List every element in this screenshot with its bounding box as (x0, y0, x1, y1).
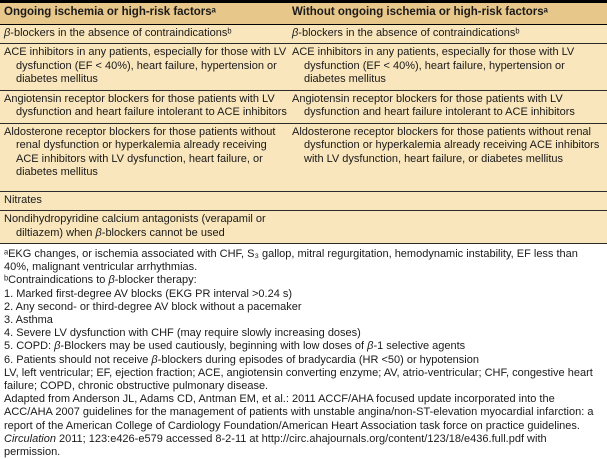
table-row-angiotensin-receptor-blockers (0, 91, 607, 124)
contraindication-item-1: 1. Marked first-degree AV blocks (EKG PR interval >0.24 s) (4, 287, 293, 300)
citation-note (4, 393, 603, 459)
contraindication-item-6: 6. Patients should not receive β-blockers during episodes of bradycardia (HR <50) or hypotension (4, 353, 479, 366)
citation-journal-title: Circulation (4, 432, 56, 445)
cell-beta-blockers-left: β-blockers in the absence of contraindicationsᵇ (4, 26, 232, 39)
table-row-aldosterone-receptor-blockers (0, 124, 607, 192)
footnote-a: ᵃEKG changes, or ischemia associated with CHF, S₃ gallop, mitral regurgitation, hemodynamic instability, EF less than 40%, malignant ventricular arrhythmias. (4, 248, 578, 274)
abbreviations-note: LV, left ventricular; EF, ejection fraction; ACE, angiotensin converting enzyme; AV, atrio-ventricular; CHF, congestive heart failure; COPD, chronic obstructive pulmonary disease. (4, 366, 593, 393)
cell-arb-left: Angiotensin receptor blockers for those patients with LV dysfunction and heart failure intolerant to ACE inhibitors (4, 92, 287, 118)
table-row-calcium-antagonists (0, 211, 607, 244)
cell-nitrates-left: Nitrates (4, 193, 42, 206)
cell-calcium-antagonists-left: Nondihydropyridine calcium antagonists (verapamil or diltiazem) when β-blockers cannot be used (4, 213, 266, 239)
contraindication-item-4: 4. Severe LV dysfunction with CHF (may require slowly increasing doses) (4, 327, 361, 340)
contraindication-item-2: 2. Any second- or third-degree AV block without a pacemaker (4, 300, 302, 313)
table-row-beta-blockers (0, 25, 607, 45)
cell-aldosterone-right: Aldosterone receptor blockers for those patients without renal dysfunction or hyperkalemia already receiving ACE inhibitors with LV dysfunction, heart failure, or diabetes mellitus (292, 125, 600, 165)
column-header-ongoing-ischemia: Ongoing ischemia or high-risk factorsᵃ (4, 6, 217, 18)
citation-text-post: 2011; 123:e426-e579 accessed 8-2-11 at http://circ.ahajournals.org/content/123/18/e436.full.pdf with permission. (4, 432, 547, 459)
cell-nitrates-right (292, 194, 601, 208)
footnote-b: ᵇContraindications to β-blocker therapy: (4, 274, 197, 287)
cell-ace-inhibitors-right: ACE inhibitors in any patients, especially for those with LV dysfunction (EF < 40%), heart failure, hypertension or diabetes mellitus (292, 46, 575, 85)
cell-calcium-antagonists-right (292, 213, 601, 240)
cell-beta-blockers-right: β-blockers in the absence of contraindicationsᵇ (292, 26, 520, 39)
cell-ace-inhibitors-left: ACE inhibitors in any patients, especially for those with LV dysfunction (EF < 40%), heart failure, hypertension or diabetes mellitus (4, 46, 287, 85)
contraindication-item-5: 5. COPD: β-Blockers may be used cautiously, beginning with low doses of β-1 selective agents (4, 340, 466, 353)
cell-aldosterone-left: Aldosterone receptor blockers for those patients without renal dysfunction or hyperkalemia already receiving ACE inhibitors with LV dysfunction, heart failure, or diabetes mellitus (4, 125, 276, 178)
contraindication-item-3: 3. Asthma (4, 314, 53, 327)
table-header-row (0, 3, 607, 25)
citation-text-pre: Adapted from Anderson JL, Adams CD, Antman EM, et al.: 2011 ACCF/AHA focused update incorporated into the ACC/AHA 2007 guidelines for the management of patients with unstable angina/non-ST-elevation myocardial infarction: a report of the American College of Cardiology Foundation/American Heart Association task force on practice guidelines. (4, 393, 594, 432)
table-row-nitrates (0, 192, 607, 212)
column-header-without-ongoing-ischemia: Without ongoing ischemia or high-risk factorsᵃ (292, 6, 548, 18)
footnotes-section (0, 244, 607, 459)
cell-arb-right: Angiotensin receptor blockers for those patients with LV dysfunction and heart failure intolerant to ACE inhibitors (292, 92, 575, 118)
table-row-ace-inhibitors (0, 44, 607, 91)
